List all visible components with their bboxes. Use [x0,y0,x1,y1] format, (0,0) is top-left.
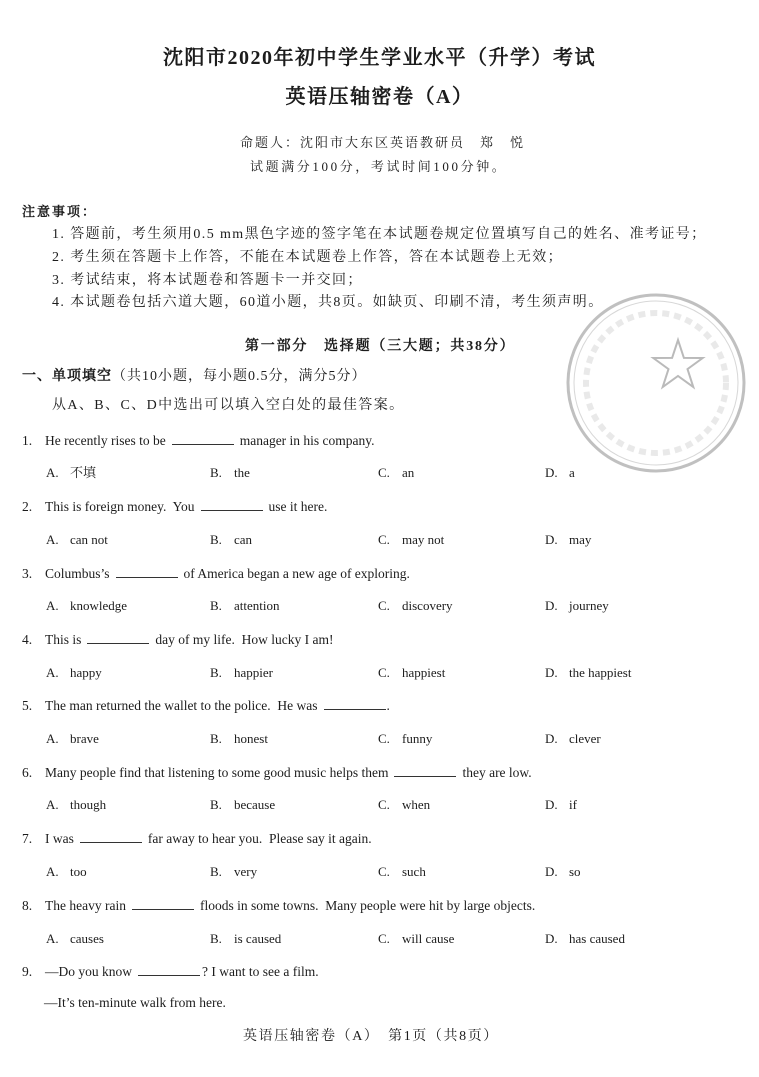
option-text: is caused [234,931,282,946]
option-text: can not [70,532,108,547]
option-text: though [70,797,107,812]
option-key: C. [378,931,390,946]
option-d [545,597,609,615]
question-9 [22,962,319,981]
option-key: B. [210,797,222,812]
question-text-before: Columbus’s [45,566,110,581]
option-text: may not [402,532,445,547]
option-d [545,930,625,948]
question-number: 7. [22,831,33,846]
option-key: A. [46,797,59,812]
question-1 [22,431,375,450]
option-text: if [569,797,577,812]
exam-subtitle: 英语压轴密卷（A） [285,86,474,108]
option-b [210,597,280,615]
option-key: C. [378,598,390,613]
option-d [545,863,581,881]
option-text: can [234,532,253,547]
question-4 [22,630,333,649]
question-text-after: they are low. [462,765,532,780]
option-key: B. [210,864,222,879]
question-3 [22,564,410,583]
option-text: a [569,465,575,480]
option-key: B. [210,598,222,613]
question-text-before: He recently rises to be [45,433,166,448]
question-4-options [0,664,759,682]
option-b [210,464,250,482]
option-text: when [402,797,431,812]
question-text-after: day of my life. How lucky I am! [155,632,334,647]
option-c [378,464,414,482]
answer-blank [116,564,178,578]
option-key: D. [545,731,558,746]
answer-blank [138,962,200,976]
question-number: 4. [22,632,33,647]
answer-blank [172,431,234,445]
question-text-before: The man returned the wallet to the police. He was [45,698,318,713]
option-text: happiest [402,665,446,680]
question-3-options [0,597,759,615]
option-a [46,531,108,549]
option-a [46,464,96,482]
question-number: 9. [22,964,33,979]
option-key: D. [545,465,558,480]
question-text-after: use it here. [268,499,328,514]
option-c [378,863,426,881]
option-key: A. [46,731,59,746]
question-2-options [0,531,759,549]
answer-blank [87,630,149,644]
option-key: D. [545,931,558,946]
option-c [378,796,430,814]
exam-score-time: 试题满分100分，考试时间100分钟。 [250,159,508,174]
option-text: honest [234,731,268,746]
question-7 [22,829,372,848]
option-key: B. [210,465,222,480]
answer-blank [80,829,142,843]
question-text-after: manager in his company. [239,433,375,448]
question-text-before: This is [45,632,82,647]
option-key: A. [46,465,59,480]
option-c [378,597,453,615]
question-text-after: of America began a new age of exploring. [183,566,410,581]
answer-blank [132,896,194,910]
official-seal [560,288,752,478]
option-key: A. [46,665,59,680]
option-d [545,464,575,482]
option-key: A. [46,532,59,547]
option-c [378,664,445,682]
notice-item: 3. 考试结束，将本试题卷和答题卡一并交回； [52,273,363,288]
notice-heading: 注意事项： [22,204,98,219]
option-key: D. [545,532,558,547]
option-key: C. [378,797,390,812]
option-text: journey [569,598,609,613]
answer-blank [201,497,263,511]
option-key: B. [210,532,222,547]
option-key: D. [545,665,558,680]
option-key: D. [545,598,558,613]
question-text-before: Many people find that listening to some good music helps them [45,765,389,780]
question-text-before: This is foreign money. You [45,499,195,514]
option-a [46,796,106,814]
option-b [210,730,268,748]
option-key: B. [210,665,222,680]
option-text: so [569,864,581,879]
seal-star-icon [653,340,702,387]
option-text: happier [234,665,273,680]
option-b [210,796,275,814]
option-text: too [70,864,87,879]
question-5-options [0,730,759,748]
option-c [378,730,432,748]
option-a [46,930,104,948]
option-key: D. [545,864,558,879]
answer-blank [394,763,456,777]
option-text: because [234,797,276,812]
option-text: such [402,864,426,879]
question-8 [22,896,535,915]
section-heading-detail: （共10小题，每小题0.5分，满分5分） [112,369,367,384]
question-number: 6. [22,765,33,780]
option-text: may [569,532,592,547]
option-text: will cause [402,931,455,946]
option-text: attention [234,598,280,613]
question-number: 8. [22,898,33,913]
option-text: the [234,465,250,480]
option-d [545,664,631,682]
option-key: A. [46,598,59,613]
question-text-after: . [386,698,390,713]
option-key: A. [46,931,59,946]
option-key: C. [378,665,390,680]
question-number: 3. [22,566,33,581]
section-heading-title: 一、单项填空 [22,369,112,384]
option-a [46,597,127,615]
exam-author: 命题人：沈阳市大东区英语教研员 郑 悦 [240,135,526,150]
question-text-after: ? I want to see a film. [202,964,319,979]
notice-item: 1. 答题前，考生须用0.5 mm黑色字迹的签字笔在本试题卷规定位置填写自己的姓名、准考证号； [52,227,707,242]
option-key: B. [210,731,222,746]
option-d [545,730,601,748]
question-number: 5. [22,698,33,713]
question-number: 2. [22,499,33,514]
question-5 [22,696,390,715]
question-2 [22,497,327,516]
option-key: D. [545,797,558,812]
option-text: very [234,864,258,879]
section-heading [22,368,367,386]
option-key: C. [378,864,390,879]
option-d [545,796,577,814]
option-text: discovery [402,598,453,613]
question-8-options [0,930,759,948]
option-text: funny [402,731,433,746]
question-text-before: I was [45,831,74,846]
question-6-options [0,796,759,814]
option-b [210,863,257,881]
question-1-options [0,464,759,482]
option-c [378,531,444,549]
option-key: A. [46,864,59,879]
option-c [378,930,454,948]
option-text: brave [70,731,99,746]
notice-item: 4. 本试题卷包括六道大题，60道小题，共8页。如缺页、印刷不清，考生须声明。 [52,295,604,310]
part-heading: 第一部分 选择题（三大题；共38分） [245,339,516,354]
option-text: causes [70,931,104,946]
option-key: B. [210,931,222,946]
option-a [46,730,99,748]
option-text: knowledge [70,598,128,613]
notice-item: 2. 考生须在答题卡上作答，不能在本试题卷上作答，答在本试题卷上无效； [52,250,563,265]
question-text-after: far away to hear you. Please say it again. [147,831,372,846]
option-text: clever [569,731,601,746]
option-b [210,664,273,682]
option-b [210,531,252,549]
option-a [46,664,102,682]
option-d [545,531,591,549]
question-text-before: —Do you know [45,964,132,979]
page-footer: 英语压轴密卷（A） 第1页（共8页） [243,1029,499,1044]
question-7-options [0,863,759,881]
exam-title: 沈阳市2020年初中学生学业水平（升学）考试 [163,47,596,69]
option-key: C. [378,731,390,746]
option-text: happy [70,665,102,680]
question-number: 1. [22,433,33,448]
answer-blank [324,696,386,710]
option-text: has caused [569,931,625,946]
option-key: C. [378,532,390,547]
question-6 [22,763,532,782]
question-9-reply: —It’s ten-minute walk from here. [44,995,226,1010]
section-instruction: 从A、B、C、D中选出可以填入空白处的最佳答案。 [52,398,405,413]
option-text: 不填 [70,465,97,480]
option-a [46,863,87,881]
option-text: the happiest [569,665,632,680]
option-b [210,930,281,948]
option-key: C. [378,465,390,480]
question-text-after: floods in some towns. Many people were hit by large objects. [199,898,536,913]
question-text-before: The heavy rain [45,898,126,913]
option-text: an [402,465,415,480]
